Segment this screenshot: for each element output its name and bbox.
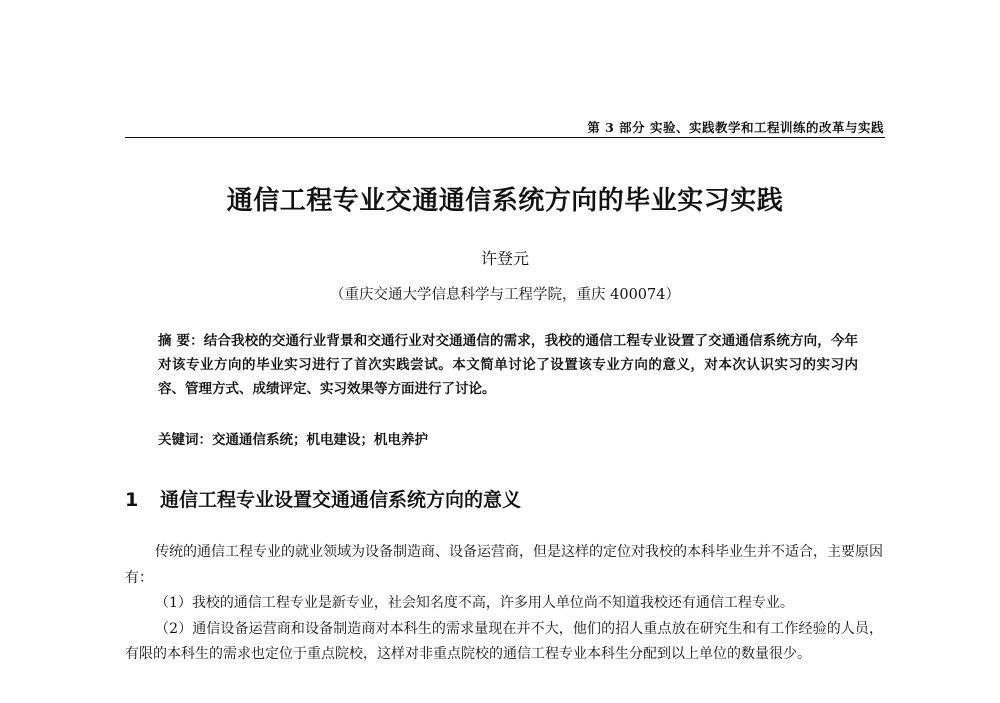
- section-number: 1: [125, 489, 139, 511]
- paper-author: 许登元: [480, 249, 529, 268]
- body-paragraph: （2）通信设备运营商和设备制造商对本科生的需求量现在并不大，他们的招人重点放在研究生和有工作经验的人员，有限的本科生的需求也定位于重点院校，这样对非重点院校的通信工程专业本科生分配到以上单位的数量很少。: [125, 620, 883, 662]
- paper-title: 通信工程专业交通通信系统方向的毕业实习实践: [226, 186, 784, 216]
- keywords-label: 关键词：: [158, 432, 212, 448]
- paper-affiliation: （重庆交通大学信息科学与工程学院，重庆 400074）: [330, 287, 680, 303]
- header-rule: [125, 137, 885, 138]
- running-header: 第 3 部分 实验、实践教学和工程训练的改革与实践: [587, 120, 884, 135]
- abstract-label: 摘 要：: [158, 333, 204, 349]
- section-heading: [125, 485, 521, 512]
- keywords-text: 交通通信系统；机电建设；机电养护: [212, 432, 428, 448]
- abstract-text: 结合我校的交通行业背景和交通行业对交通通信的需求，我校的通信工程专业设置了交通通信系统方向，今年对该专业方向的毕业实习进行了首次实践尝试。本文简单讨论了设置该专业方向的意义，对本次认识实习的实习内容、管理方式、成绩评定、实习效果等方面进行了讨论。: [158, 333, 858, 397]
- section-body: [125, 540, 883, 668]
- section-title: 通信工程专业设置交通通信系统方向的意义: [160, 489, 522, 511]
- abstract: [158, 329, 858, 401]
- body-paragraph: 传统的通信工程专业的就业领域为设备制造商、设备运营商，但是这样的定位对我校的本科毕业生并不适合，主要原因有：: [125, 544, 883, 586]
- body-paragraph: （1）我校的通信工程专业是新专业，社会知名度不高，许多用人单位尚不知道我校还有通信工程专业。: [155, 595, 794, 611]
- keywords: [158, 428, 428, 448]
